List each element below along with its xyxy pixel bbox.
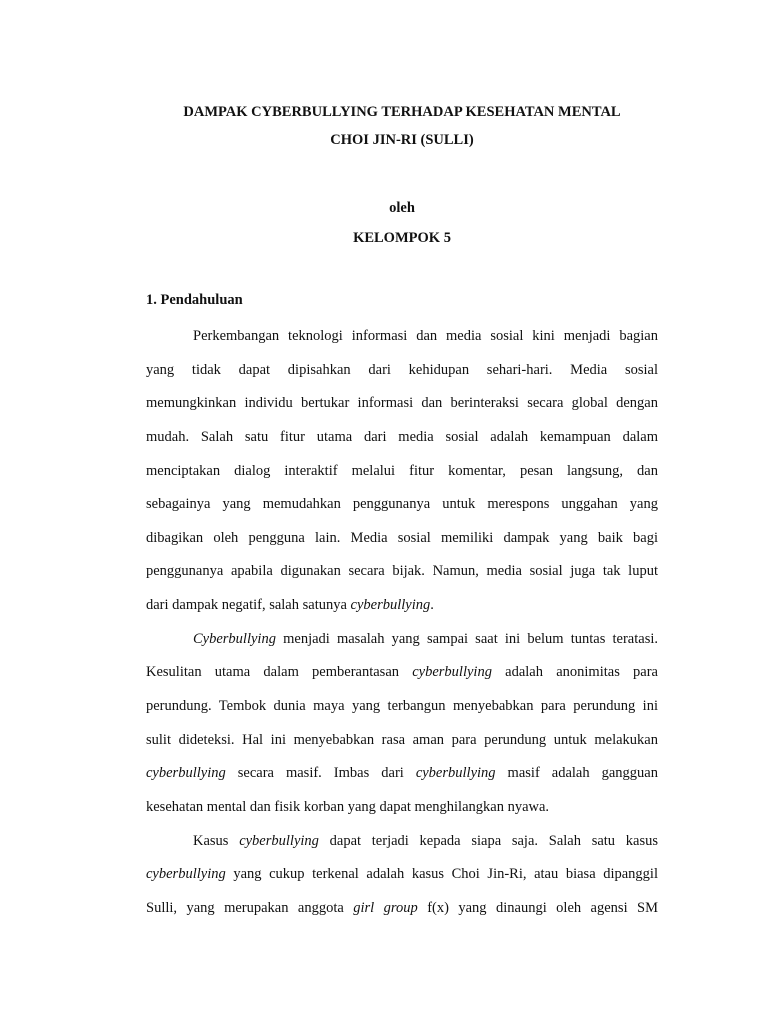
text-line xyxy=(146,623,658,657)
italic-term: cyberbullying xyxy=(146,866,226,883)
body-text xyxy=(146,320,658,926)
text-line xyxy=(146,757,658,791)
italic-term: girl group xyxy=(353,899,418,916)
text-line xyxy=(146,656,658,690)
text-line: sebagainya yang memudahkan penggunanya untuk merespons unggahan yang xyxy=(146,496,658,513)
text-line: menciptakan dialog interaktif melalui fitur komentar, pesan langsung, dan xyxy=(146,462,658,479)
text-line: Perkembangan teknologi informasi dan media sosial kini menjadi bagian xyxy=(193,328,658,344)
text-line: mudah. Salah satu fitur utama dari media sosial adalah kemampuan dalam xyxy=(146,428,658,445)
italic-term: cyberbullying xyxy=(350,597,431,614)
text-run: dari dampak negatif, salah satunya xyxy=(146,597,351,614)
text-line: memungkinkan individu bertukar informasi dan berinteraksi secara global dengan xyxy=(146,395,658,412)
group-name: KELOMPOK 5 xyxy=(353,230,451,246)
italic-term: Cyberbullying xyxy=(193,630,276,647)
text-line xyxy=(146,858,658,892)
text-run: masif adalah gangguan xyxy=(495,765,658,782)
text-run: f(x) yang dinaungi oleh agensi SM xyxy=(417,899,658,916)
text-run: . xyxy=(430,597,434,614)
text-line: dibagikan oleh pengguna lain. Media sosial memiliki dampak yang baik bagi xyxy=(146,529,658,546)
text-run: secara masif. Imbas dari xyxy=(225,765,416,782)
text-line xyxy=(146,589,658,623)
italic-term: cyberbullying xyxy=(239,832,319,849)
text-line: perundung. Tembok dunia maya yang terbangun menyebabkan para perundung ini xyxy=(146,698,658,715)
title-line-1: DAMPAK CYBERBULLYING TERHADAP KESEHATAN MENTAL xyxy=(183,104,621,120)
text-run: Kasus xyxy=(193,832,240,849)
text-run: yang cukup terkenal adalah kasus Choi Jin-Ri, atau biasa dipanggil xyxy=(225,866,658,883)
text-run: Kesulitan utama dalam pemberantasan xyxy=(146,664,413,681)
text-line: yang tidak dapat dipisahkan dari kehidupan sehari-hari. Media sosial xyxy=(146,361,658,378)
section-heading: 1. Pendahuluan xyxy=(146,292,243,308)
text-line: penggunanya apabila digunakan secara bijak. Namun, media sosial juga tak luput xyxy=(146,563,658,580)
title-line-2: CHOI JIN-RI (SULLI) xyxy=(330,132,474,148)
text-line xyxy=(146,825,658,859)
paragraph-2 xyxy=(146,623,658,825)
text-line: sulit dideteksi. Hal ini menyebabkan rasa aman para perundung untuk melakukan xyxy=(146,731,658,748)
byline-label: oleh xyxy=(389,200,415,216)
text-run: Sulli, yang merupakan anggota xyxy=(146,899,354,916)
text-run: adalah anonimitas para xyxy=(491,664,658,681)
text-run: dapat terjadi kepada siapa saja. Salah satu kasus xyxy=(318,832,659,849)
paragraph-1 xyxy=(146,320,658,623)
italic-term: cyberbullying xyxy=(415,765,496,782)
text-line: kesehatan mental dan fisik korban yang dapat menghilangkan nyawa. xyxy=(146,798,550,815)
paragraph-3 xyxy=(146,825,658,926)
italic-term: cyberbullying xyxy=(412,664,492,681)
text-line xyxy=(146,892,658,926)
italic-term: cyberbullying xyxy=(146,765,226,782)
text-run: menjadi masalah yang sampai saat ini belum tuntas teratasi. xyxy=(275,630,658,647)
